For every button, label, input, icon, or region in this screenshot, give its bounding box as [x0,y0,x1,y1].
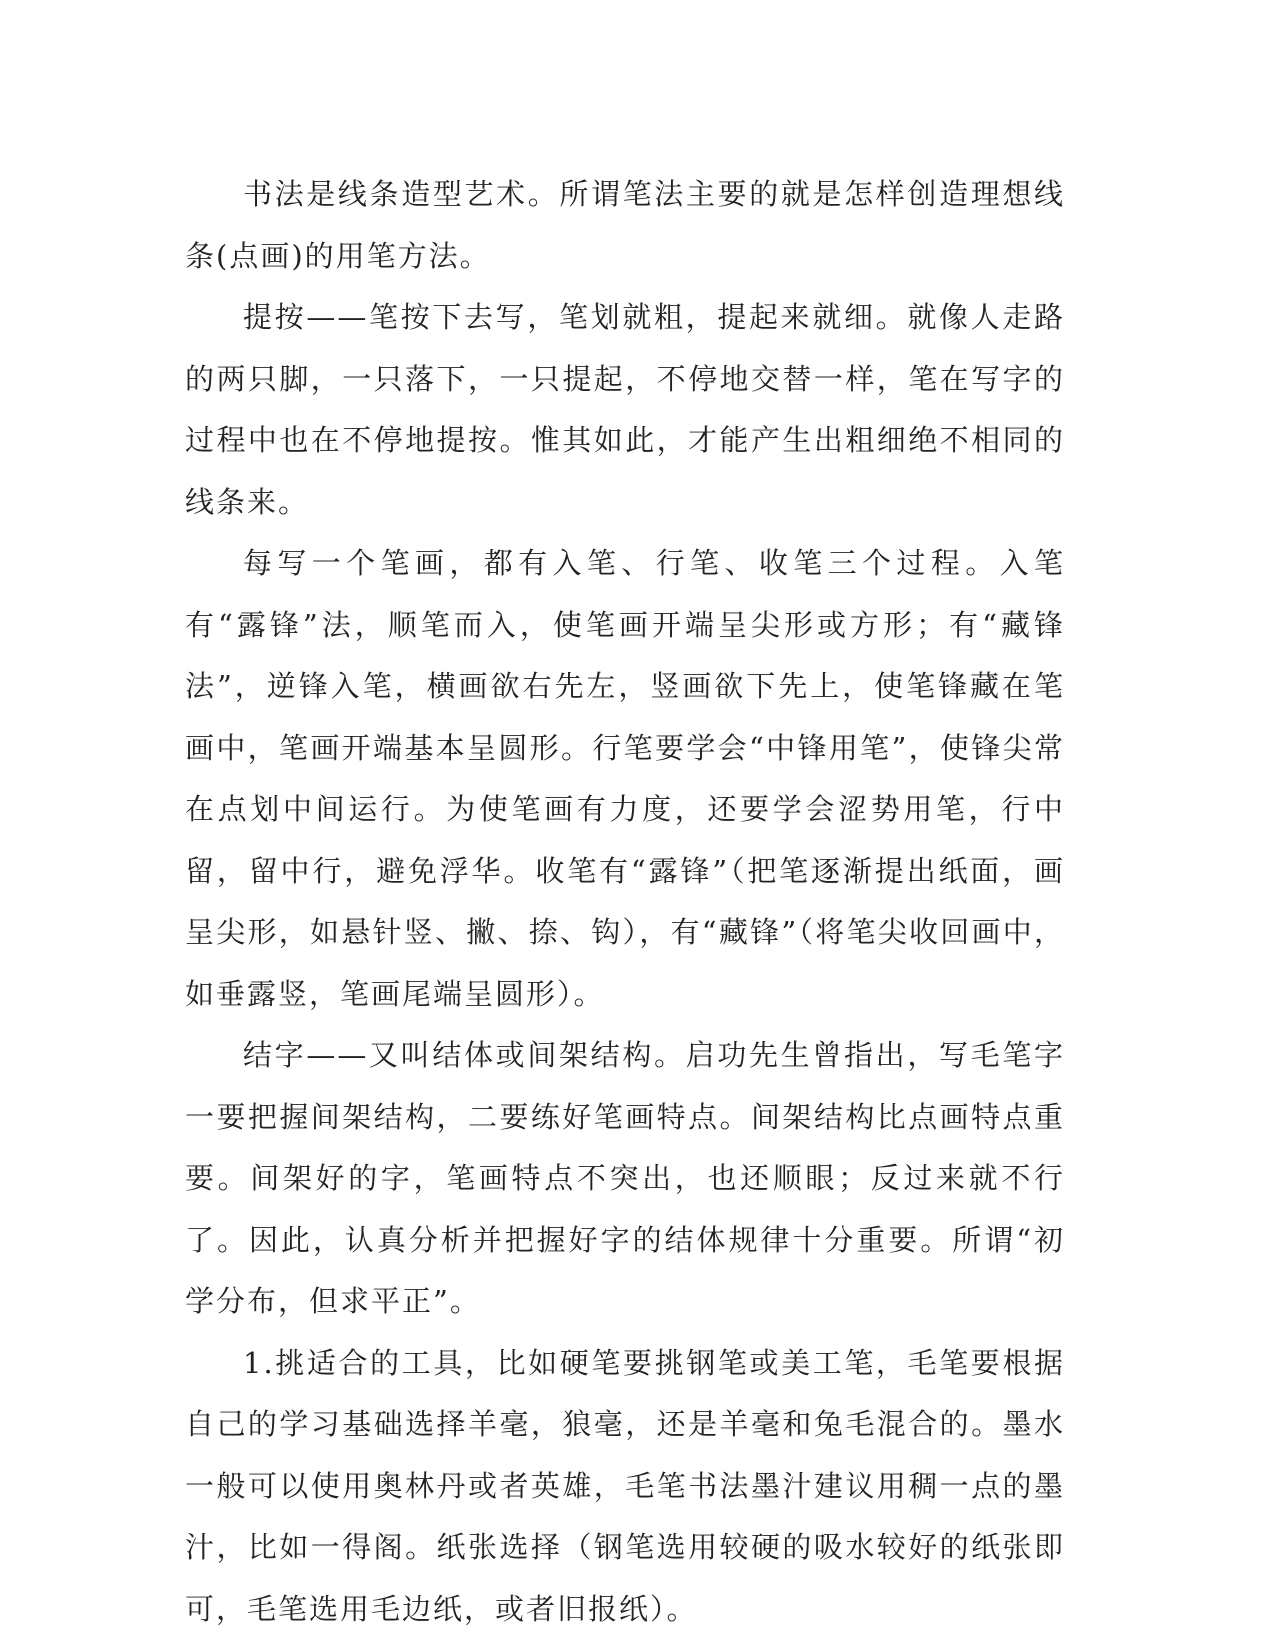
paragraph-character-structure: 结字——又叫结体或间架结构。启功先生曾指出，写毛笔字一要把握间架结构，二要练好笔画特点。间架结构比点画特点重要。间架好的字，笔画特点不突出，也还顺眼；反过来就不行了。因此，认真分析并把握好字的结体规律十分重要。所谓“初学分布，但求平正”。 [185,1038,1065,1318]
document-body [185,164,1065,1640]
paragraph-calligraphy-intro: 书法是线条造型艺术。所谓笔法主要的就是怎样创造理想线条(点画)的用笔方法。 [185,177,1065,273]
paragraph-tool-selection: 1.挑适合的工具，比如硬笔要挑钢笔或美工笔，毛笔要根据自己的学习基础选择羊毫，狼毫，还是羊毫和兔毛混合的。墨水一般可以使用奥林丹或者英雄，毛笔书法墨汁建议用稠一点的墨汁，比如一得阁。纸张选择（钢笔选用较硬的吸水较好的纸张即可，毛笔选用毛边纸，或者旧报纸）。 [185,1345,1065,1626]
paragraph-stroke-process: 每写一个笔画，都有入笔、行笔、收笔三个过程。入笔有“露锋”法，顺笔而入，使笔画开端呈尖形或方形；有“藏锋法”，逆锋入笔，横画欲右先左，竖画欲下先上，使笔锋藏在笔画中，笔画开端基本呈圆形。行笔要学会“中锋用笔”，使锋尖常在点划中间运行。为使笔画有力度，还要学会涩势用笔，行中留，留中行，避免浮华。收笔有“露锋”（把笔逐渐提出纸面，画呈尖形，如悬针竖、撇、捺、钩），有“藏锋”（将笔尖收回画中，如垂露竖，笔画尾端呈圆形）。 [185,546,1065,1011]
paragraph-lift-press: 提按——笔按下去写，笔划就粗，提起来就细。就像人走路的两只脚，一只落下，一只提起，不停地交替一样，笔在写字的过程中也在不停地提按。惟其如此，才能产生出粗细绝不相同的线条来。 [185,300,1065,519]
